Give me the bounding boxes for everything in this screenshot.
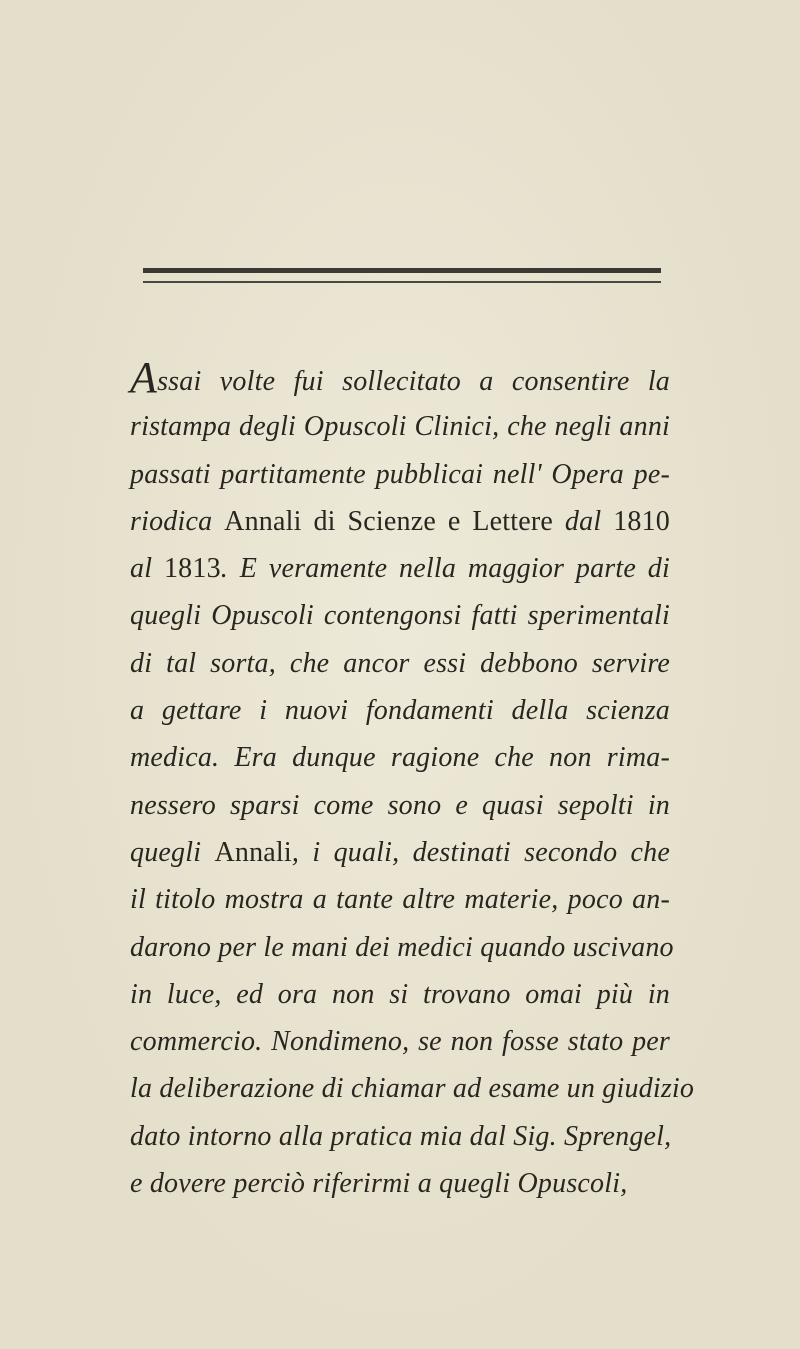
text-line-16: la deliberazione di chiamar ad esame un giudizio (130, 1073, 695, 1105)
text-line-8: a gettare i nuovi fondamenti della scienza (130, 695, 670, 727)
header-rule-thick (143, 268, 661, 273)
text-line-17: dato intorno alla pratica mia dal Sig. Sprengel, (130, 1120, 672, 1152)
annali-word: Annali (214, 836, 292, 868)
text-line-1 (130, 353, 670, 403)
text-line-10: nessero sparsi come sono e quasi sepolti in (130, 789, 670, 821)
text-segment: . E veramente nella maggior parte di (220, 553, 670, 585)
body-text (130, 353, 695, 1207)
text-line-11 (130, 829, 670, 876)
text-line-12: il titolo mostra a tante altre materie, poco an- (130, 884, 670, 916)
year-end: 1813 (163, 553, 221, 585)
text-line-7: di tal sorta, che ancor essi debbono servire (130, 647, 670, 679)
drop-cap: A (130, 353, 158, 402)
journal-title: Annali di Scienze e Lettere (224, 505, 554, 537)
text-line-2: ristampa degli Opuscoli Clinici, che negli anni (130, 411, 670, 443)
text-line-15: commercio. Nondimeno, se non fosse stato per (130, 1026, 670, 1058)
text-line-5 (130, 545, 670, 592)
year-start: 1810 (613, 505, 671, 537)
text-line-1-rest: ssai volte fui sollecitato a consentire la (157, 366, 670, 397)
text-line-9: medica. Era dunque ragione che non rima- (130, 742, 670, 774)
text-line-4 (130, 498, 670, 545)
text-line-13: darono per le mani dei medici quando uscivano (130, 931, 674, 963)
text-segment: dal (553, 505, 614, 537)
text-line-18: e dovere perciò riferirmi a quegli Opuscoli, (130, 1168, 628, 1200)
text-segment: riodica (130, 505, 225, 537)
text-line-14: in luce, ed ora non si trovano omai più in (130, 978, 670, 1010)
text-segment: al (130, 553, 164, 585)
text-segment: , i quali, destinati secondo che (291, 836, 670, 868)
text-line-6: quegli Opuscoli contengonsi fatti sperimentali (130, 600, 670, 632)
text-line-3: passati partitamente pubblicai nell' Opera pe- (130, 458, 670, 490)
text-segment: quegli (130, 836, 215, 868)
header-rule-thin (143, 281, 661, 283)
